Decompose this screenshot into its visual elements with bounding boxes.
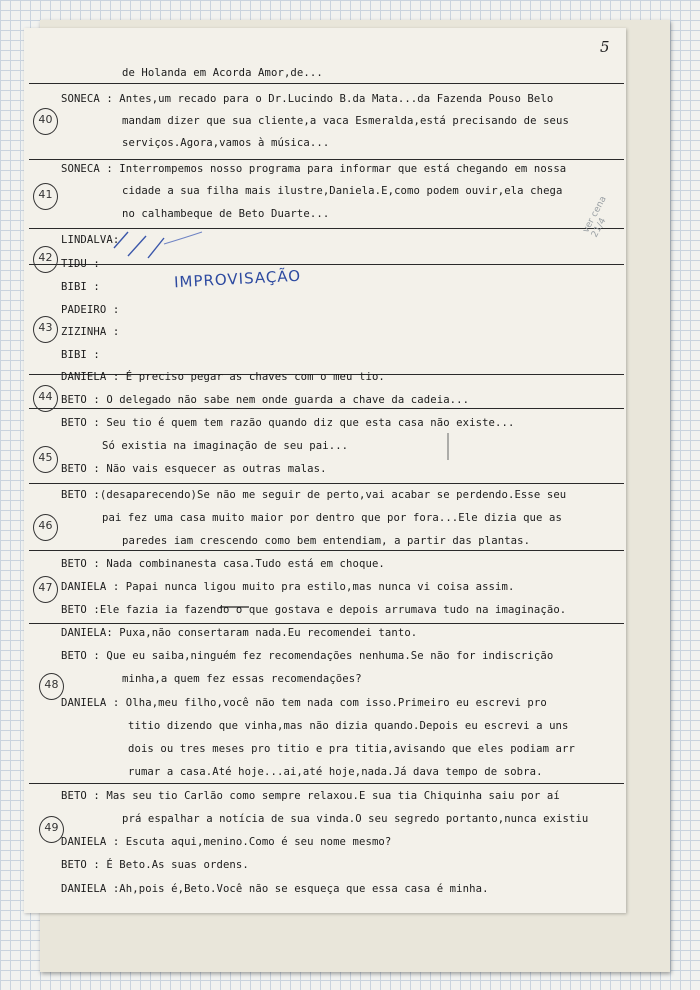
- cue-number: 45: [38, 451, 53, 464]
- cue-number: 41: [38, 188, 53, 201]
- cue-number: 42: [38, 251, 53, 264]
- script-line: BETO : O delegado não sabe nem onde guarda a chave da cadeia...: [61, 394, 470, 406]
- page-number: 5: [600, 38, 610, 56]
- script-line: prá espalhar a notícia de sua vinda.O seu segredo portanto,nunca existiu: [122, 813, 589, 825]
- script-line: BETO : Seu tio é quem tem razão quando diz que esta casa não existe...: [61, 417, 515, 429]
- script-line: titio dizendo que vinha,mas não dizia quando.Depois eu escrevi a uns: [128, 720, 569, 732]
- script-line: SONECA : Interrompemos nosso programa para informar que está chegando em nossa: [61, 163, 567, 175]
- script-line: BIBI :: [61, 281, 100, 293]
- cue-number: 48: [44, 678, 59, 691]
- script-line: rumar a casa.Até hoje...ai,até hoje,nada.Já dava tempo de sobra.: [128, 766, 543, 778]
- script-line: DANIELA : É preciso pegar as chaves com o meu tio.: [61, 371, 385, 383]
- script-line: dois ou tres meses pro titio e pra titia,avisando que eles podiam arr: [128, 743, 575, 755]
- script-line: BETO : Que eu saiba,ninguém fez recomendações nenhuma.Se não for indiscrição: [61, 650, 554, 662]
- script-line: BETO : Mas seu tio Carlão como sempre relaxou.E sua tia Chiquinha saiu por aí: [61, 790, 560, 802]
- handwritten-marks: [24, 28, 626, 913]
- cue-number: 40: [38, 113, 53, 126]
- script-page: [24, 28, 626, 913]
- script-line: DANIELA : Olha,meu filho,você não tem nada com isso.Primeiro eu escrevi pro: [61, 697, 547, 709]
- script-line: serviços.Agora,vamos à música...: [122, 137, 330, 149]
- script-line: DANIELA :Ah,pois é,Beto.Você não se esqueça que essa casa é minha.: [61, 883, 489, 895]
- script-line: Só existia na imaginação de seu pai...: [102, 440, 349, 452]
- script-line: cidade a sua filha mais ilustre,Daniela.E,como podem ouvir,ela chega: [122, 185, 563, 197]
- script-line: DANIELA: Puxa,não consertaram nada.Eu recomendei tanto.: [61, 627, 418, 639]
- script-line: BETO : Não vais esquecer as outras malas.: [61, 463, 327, 475]
- cue-number: 49: [44, 821, 59, 834]
- script-line: DANIELA : Papai nunca ligou muito pra estilo,mas nunca vi coisa assim.: [61, 581, 515, 593]
- script-line: TIDU :: [61, 258, 100, 270]
- pencil-annotation: ver cena 21/4: [581, 194, 609, 240]
- script-line: no calhambeque de Beto Duarte...: [122, 208, 330, 220]
- script-line: paredes iam crescendo como bem entendiam, a partir das plantas.: [122, 535, 531, 547]
- script-line: PADEIRO :: [61, 304, 120, 316]
- cue-number: 43: [38, 321, 53, 334]
- script-line: mandam dizer que sua cliente,a vaca Esmeralda,está precisando de seus: [122, 115, 569, 127]
- script-line: BETO : Nada combinanesta casa.Tudo está em choque.: [61, 558, 385, 570]
- cue-number: 44: [38, 390, 53, 403]
- script-line: minha,a quem fez essas recomendações?: [122, 673, 362, 685]
- script-line: LINDALVA:: [61, 234, 120, 246]
- script-line: DANIELA : Escuta aqui,menino.Como é seu nome mesmo?: [61, 836, 392, 848]
- script-line: BETO :Ele fazia ia fazendo o que gostava e depois arrumava tudo na imaginação.: [61, 604, 567, 616]
- script-line: ZIZINHA :: [61, 326, 120, 338]
- improvisation-stamp: IMPROVISAÇÃO: [173, 266, 302, 292]
- script-line: de Holanda em Acorda Amor,de...: [122, 67, 323, 79]
- script-line: BIBI :: [61, 349, 100, 361]
- script-line: pai fez uma casa muito maior por dentro que por fora...Ele dizia que as: [102, 512, 562, 524]
- cue-number: 47: [38, 581, 53, 594]
- script-line: SONECA : Antes,um recado para o Dr.Lucindo B.da Mata...da Fazenda Pouso Belo: [61, 93, 554, 105]
- script-line: BETO :(desaparecendo)Se não me seguir de perto,vai acabar se perdendo.Esse seu: [61, 489, 567, 501]
- cue-number: 46: [38, 519, 53, 532]
- script-line: BETO : É Beto.As suas ordens.: [61, 859, 249, 871]
